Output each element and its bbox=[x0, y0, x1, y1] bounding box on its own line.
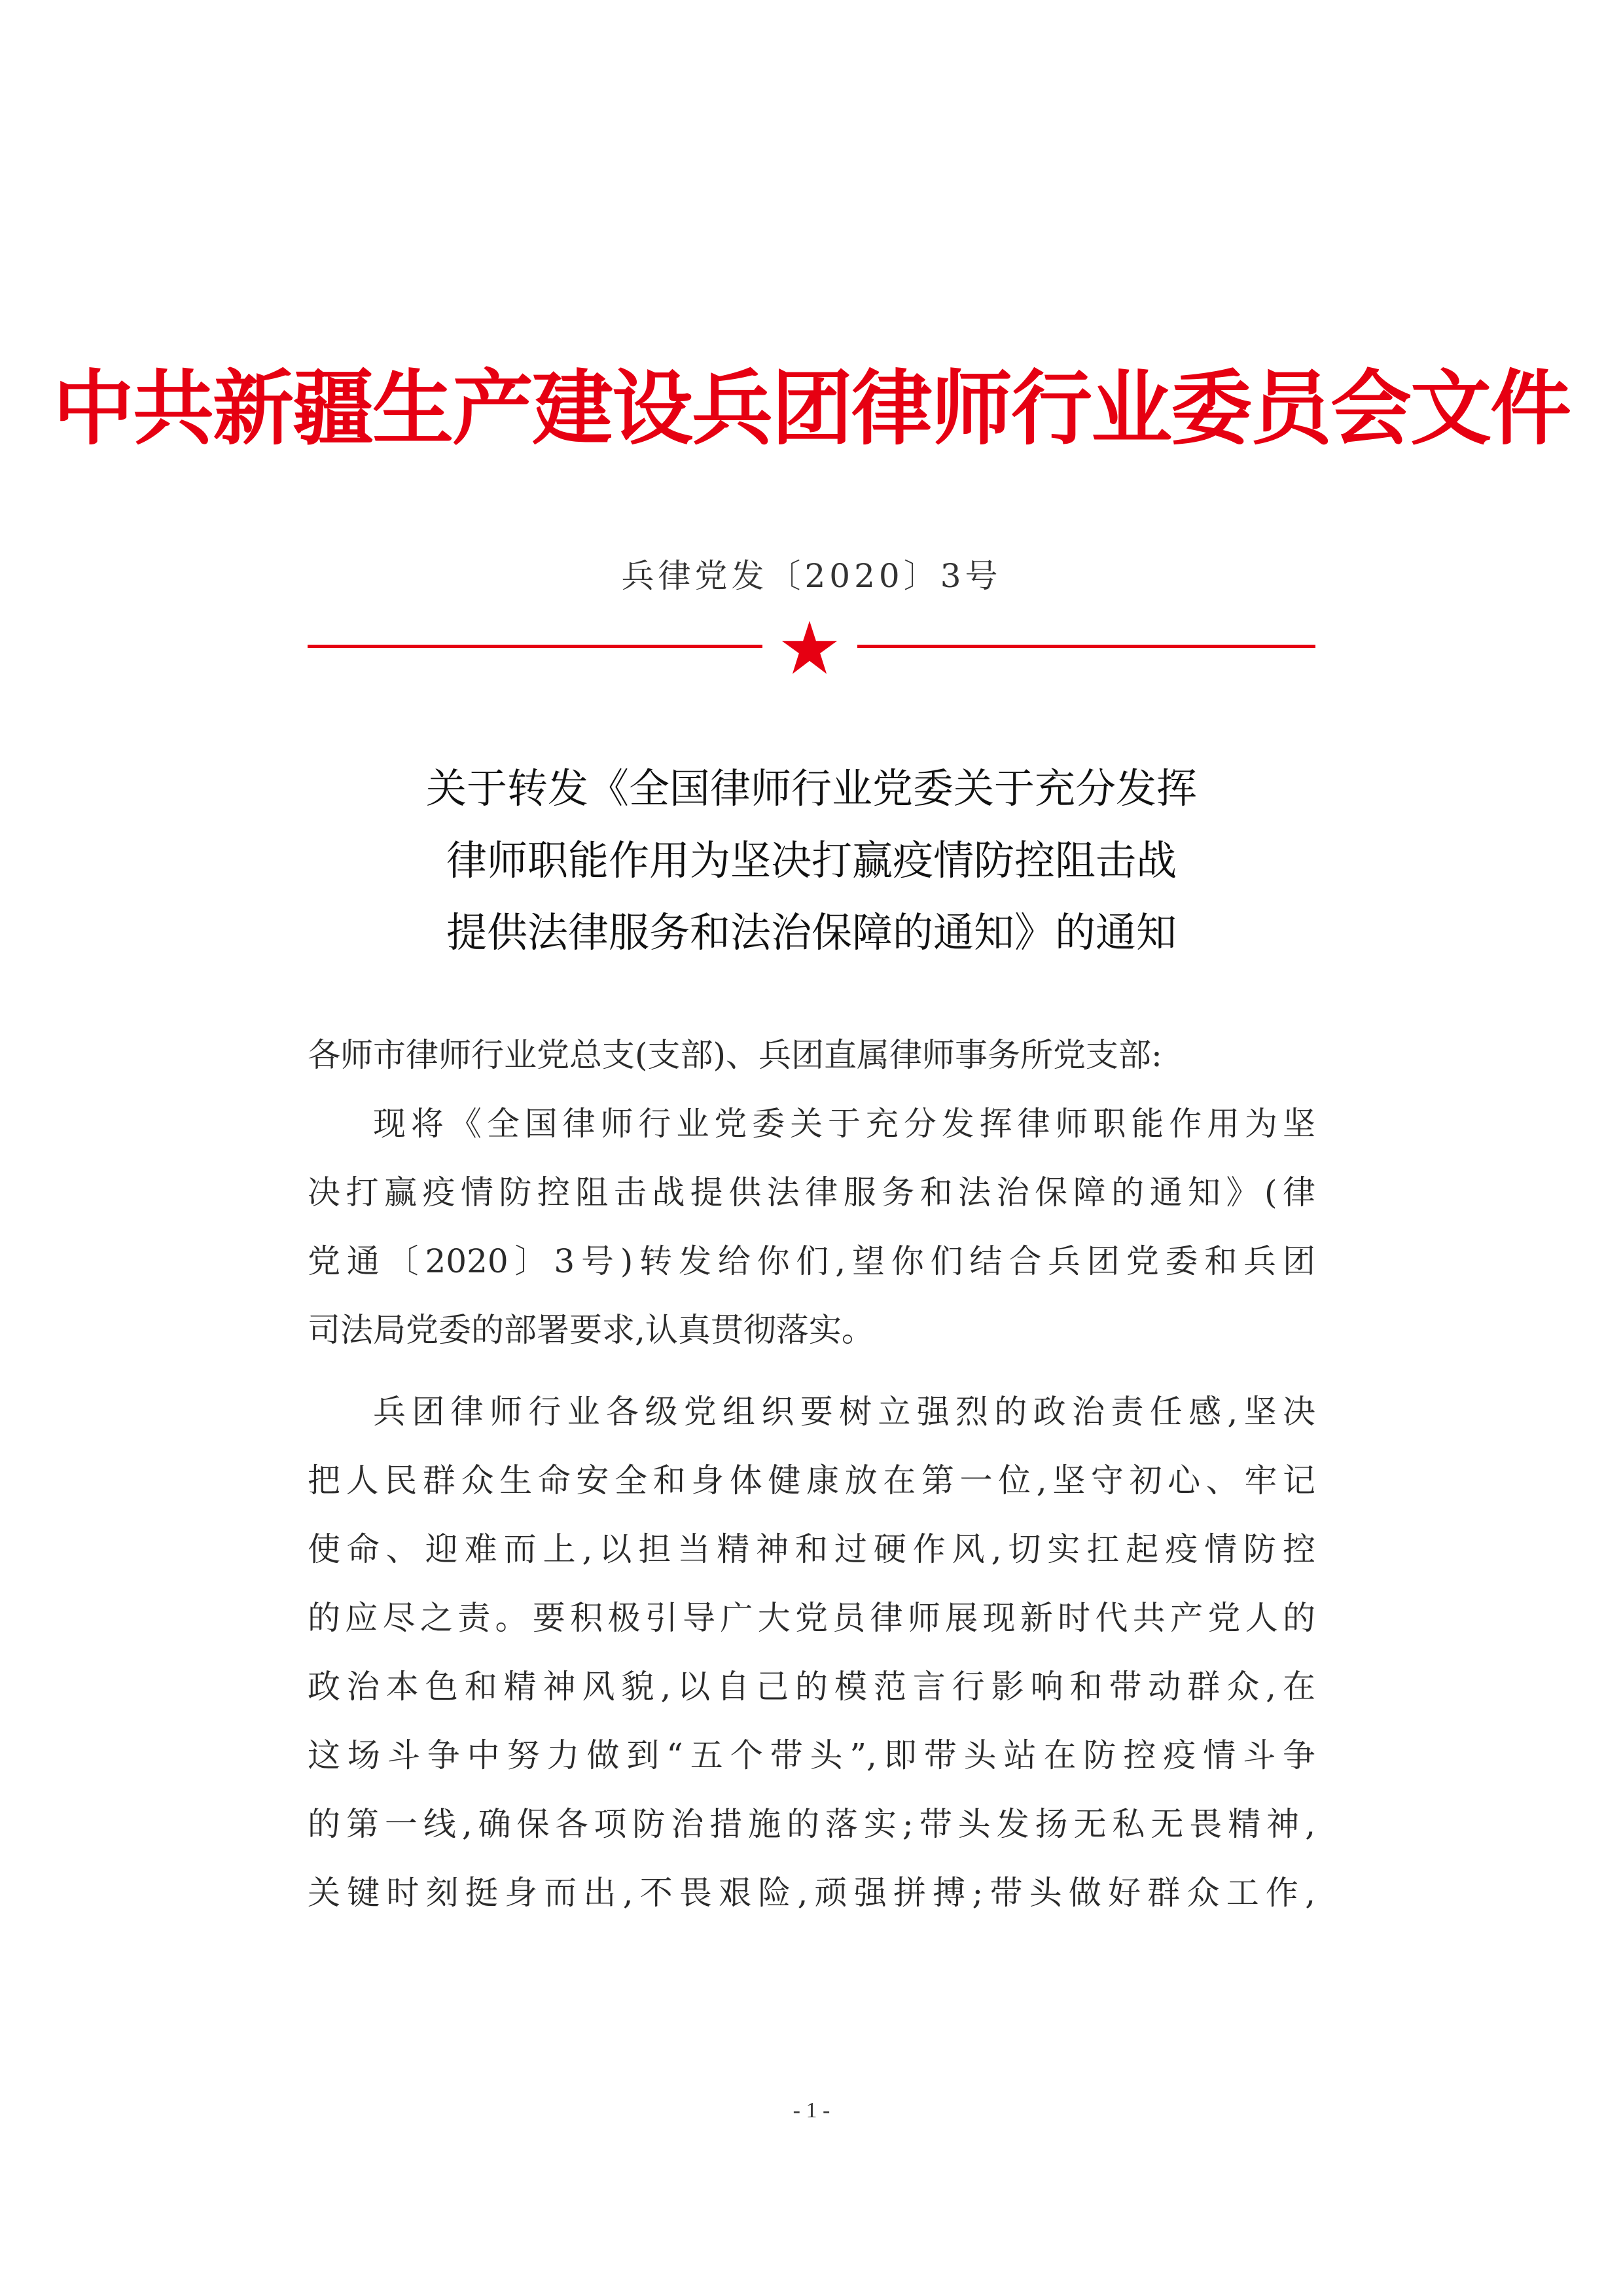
paragraph-line: 的应尽之责。要积极引导广大党员律师展现新时代共产党人的 bbox=[308, 1599, 1315, 1637]
salutation: 各师市律师行业党总支(支部)、兵团直属律师事务所党支部: bbox=[308, 1036, 1162, 1074]
document-body bbox=[308, 1021, 1315, 1928]
paragraph-line: 把人民群众生命安全和身体健康放在第一位,坚守初心、牢记 bbox=[308, 1462, 1315, 1499]
paragraph-line: 兵团律师行业各级党组织要树立强烈的政治责任感,坚决 bbox=[373, 1393, 1315, 1431]
paragraph-line: 关键时刻挺身而出,不畏艰险,顽强拼搏;带头做好群众工作, bbox=[308, 1874, 1315, 1912]
paragraph-line: 现将《全国律师行业党委关于充分发挥律师职能作用为坚 bbox=[373, 1105, 1315, 1143]
paragraph-line: 的第一线,确保各项防治措施的落实;带头发扬无私无畏精神, bbox=[308, 1805, 1315, 1843]
document-number: 兵律党发〔2020〕3号 bbox=[621, 557, 1002, 595]
red-divider-left bbox=[308, 645, 762, 648]
paragraph-line: 党通〔2020〕3号)转发给你们,望你们结合兵团党委和兵团 bbox=[308, 1242, 1315, 1280]
paragraph-line: 这场斗争中努力做到“五个带头”,即带头站在防控疫情斗争 bbox=[308, 1736, 1315, 1774]
page-number: - 1 - bbox=[793, 2098, 830, 2123]
paragraph-line: 政治本色和精神风貌,以自己的模范言行影响和带动群众,在 bbox=[308, 1668, 1315, 1706]
red-divider-right bbox=[857, 645, 1315, 648]
paragraph-line: 决打赢疫情防控阻击战提供法律服务和法治保障的通知》(律 bbox=[308, 1174, 1315, 1211]
title-line: 关于转发《全国律师行业党委关于充分发挥 bbox=[425, 764, 1197, 812]
paragraph-1 bbox=[308, 1090, 1315, 1365]
paragraph-line: 使命、迎难而上,以担当精神和过硬作风,切实扛起疫情防控 bbox=[308, 1530, 1315, 1568]
title-line: 提供法律服务和法治保障的通知》的通知 bbox=[446, 908, 1177, 956]
title-line: 律师职能作用为坚决打赢疫情防控阻击战 bbox=[446, 836, 1177, 884]
paragraph-2 bbox=[308, 1378, 1315, 1928]
paragraph-line: 司法局党委的部署要求,认真贯彻落实。 bbox=[308, 1311, 874, 1349]
red-star-icon bbox=[780, 619, 839, 677]
document-header-title: 中共新疆生产建设兵团律师行业委员会文件 bbox=[52, 362, 1570, 456]
document-title bbox=[0, 753, 1623, 969]
paragraph-gap bbox=[308, 1365, 1315, 1378]
